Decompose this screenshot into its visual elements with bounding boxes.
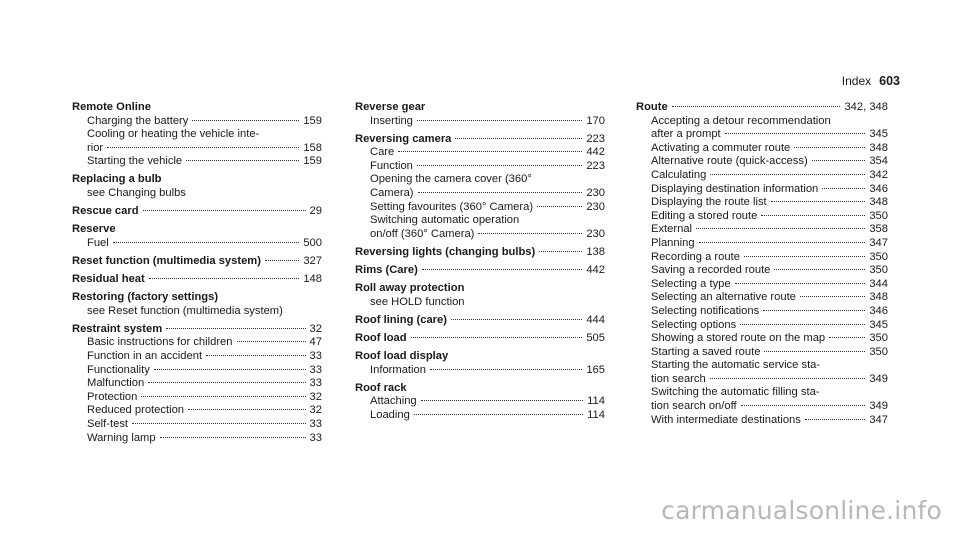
subentry-text-line: Switching the automatic filling sta- <box>651 386 820 399</box>
subentry-text: tion search on/off <box>651 400 737 413</box>
page-reference: 327 <box>303 254 322 267</box>
index-term: Roof lining (care) <box>355 313 447 326</box>
dot-leader <box>771 201 866 202</box>
dot-leader <box>186 160 299 161</box>
dot-leader <box>141 396 305 397</box>
subentry-text: see Changing bulbs <box>87 187 186 200</box>
page-reference: 32 <box>309 390 322 403</box>
page-reference: 500 <box>303 236 322 249</box>
page-reference: 170 <box>586 114 605 127</box>
dot-leader <box>143 210 306 211</box>
index-subentry-line <box>72 187 322 201</box>
index-subentry-line <box>636 196 888 210</box>
subentry-text-line: Cooling or heating the vehicle inte- <box>87 128 260 141</box>
dot-leader <box>725 133 866 134</box>
watermark: carmanualsonline.info <box>661 496 942 525</box>
index-term-line <box>72 223 322 237</box>
page-reference: 347 <box>869 236 888 249</box>
index-subentry-line <box>636 278 888 292</box>
index-term-line <box>72 173 322 187</box>
subentry-text: Activating a commuter route <box>651 141 791 154</box>
index-entry <box>355 382 605 423</box>
index-term-line <box>72 273 322 287</box>
dot-leader <box>430 369 582 370</box>
index-term-line <box>355 314 605 328</box>
subentry-text: see HOLD function <box>370 295 465 308</box>
index-term: Reversing camera <box>355 132 452 145</box>
index-term: Reverse gear <box>355 101 426 113</box>
index-subentry-line <box>636 414 888 428</box>
index-entry <box>72 173 322 200</box>
dot-leader <box>764 351 865 352</box>
subentry-text: Charging the battery <box>87 114 189 127</box>
dot-leader <box>761 215 865 216</box>
page-reference: 165 <box>586 363 605 376</box>
page-reference: 354 <box>869 155 888 168</box>
page-reference: 345 <box>869 318 888 331</box>
index-entry <box>636 101 888 427</box>
index-subentry-line <box>72 336 322 350</box>
index-term-line <box>72 101 322 115</box>
index-term: Restraint system <box>72 322 163 335</box>
header-label: Index <box>841 74 872 88</box>
subentry-text-line: Accepting a detour recommendation <box>651 114 831 127</box>
subentry-text: Selecting notifications <box>651 304 760 317</box>
subentry-text: Setting favourites (360° Camera) <box>370 200 534 213</box>
index-subentry-line <box>72 377 322 391</box>
page-reference: 505 <box>586 331 605 344</box>
index-subentry-line <box>636 373 888 387</box>
subentry-text: rior <box>87 141 104 154</box>
page-reference: 33 <box>309 363 322 376</box>
dot-leader <box>166 328 305 329</box>
page-reference: 33 <box>309 417 322 430</box>
subentry-text: Recording a route <box>651 250 740 263</box>
dot-leader <box>455 138 582 139</box>
subentry-text: Malfunction <box>87 377 145 390</box>
subentry-text: Care <box>370 146 395 159</box>
dot-leader <box>451 319 582 320</box>
page-reference: 223 <box>586 159 605 172</box>
dot-leader <box>237 341 306 342</box>
index-subentry-line <box>72 237 322 251</box>
page-reference: 442 <box>586 146 605 159</box>
page-reference: 350 <box>869 264 888 277</box>
dot-leader <box>411 337 583 338</box>
dot-leader <box>398 151 582 152</box>
index-entry <box>355 350 605 377</box>
dot-leader <box>672 106 841 107</box>
page-reference: 32 <box>309 322 322 335</box>
dot-leader <box>735 283 866 284</box>
dot-leader <box>812 160 866 161</box>
dot-leader <box>414 414 583 415</box>
index-subentry-line <box>636 305 888 319</box>
index-subentry-line <box>72 404 322 418</box>
index-term: Route <box>636 101 668 113</box>
index-term-line <box>355 264 605 278</box>
page-reference: 223 <box>586 132 605 145</box>
index-column-2 <box>355 101 605 422</box>
dot-leader <box>710 174 865 175</box>
index-term: Replacing a bulb <box>72 173 162 186</box>
index-term: Roof rack <box>355 381 407 394</box>
subentry-text: External <box>651 223 693 236</box>
index-subentry-line <box>355 201 605 215</box>
page-reference: 158 <box>303 141 322 154</box>
page-reference: 342, 348 <box>844 101 888 113</box>
page-reference: 345 <box>869 128 888 141</box>
dot-leader <box>417 120 582 121</box>
dot-leader <box>829 337 865 338</box>
index-term: Residual heat <box>72 273 145 286</box>
index-subentry-line <box>72 305 322 319</box>
index-entry <box>355 133 605 242</box>
index-entry <box>72 101 322 169</box>
dot-leader <box>741 405 866 406</box>
subentry-text-line: Starting the automatic service sta- <box>651 359 821 372</box>
dot-leader <box>148 382 305 383</box>
page-reference: 444 <box>586 313 605 326</box>
index-entry <box>72 291 322 318</box>
index-term: Roof load <box>355 331 407 344</box>
page-reference: 33 <box>309 350 322 362</box>
index-subentry-line <box>72 364 322 378</box>
dot-leader <box>740 324 865 325</box>
dot-leader <box>539 251 582 252</box>
index-term: Rims (Care) <box>355 264 418 277</box>
subentry-text-line: Switching automatic operation <box>370 214 520 227</box>
index-entry <box>355 332 605 346</box>
subentry-text: Starting the vehicle <box>87 155 183 168</box>
page-reference: 350 <box>869 332 888 345</box>
index-entry <box>355 101 605 128</box>
index-subentry-line <box>636 223 888 237</box>
index-subentry-line <box>355 409 605 423</box>
index-subentry-line <box>355 160 605 174</box>
index-entry <box>355 282 605 309</box>
page-reference: 348 <box>869 196 888 209</box>
index-term-line <box>72 255 322 269</box>
dot-leader <box>160 437 306 438</box>
subentry-text: Editing a stored route <box>651 209 758 222</box>
index-subentry-line <box>355 146 605 160</box>
index-subentry-line <box>636 264 888 278</box>
index-entry <box>72 223 322 250</box>
index-term: Reserve <box>72 223 116 236</box>
page-reference: 344 <box>869 277 888 290</box>
dot-leader <box>744 256 865 257</box>
dot-leader <box>149 278 300 279</box>
page-reference: 47 <box>309 336 322 349</box>
dot-leader <box>206 355 305 356</box>
page-reference: 350 <box>869 250 888 263</box>
index-entry <box>72 255 322 269</box>
subentry-text: Function <box>370 159 413 172</box>
page-reference: 138 <box>586 245 605 258</box>
subentry-text: With intermediate destinations <box>651 413 801 426</box>
subentry-text-line: Opening the camera cover (360° <box>370 173 532 186</box>
dot-leader <box>113 242 300 243</box>
index-subentry-line <box>636 319 888 333</box>
index-subentry-line <box>636 142 888 156</box>
dot-leader <box>422 269 583 270</box>
page-reference: 349 <box>869 372 888 385</box>
subentry-text: Function in an accident <box>87 350 203 362</box>
index-term-line <box>355 350 605 364</box>
dot-leader <box>478 233 582 234</box>
page-reference: 230 <box>586 227 605 240</box>
dot-leader <box>699 242 866 243</box>
dot-leader <box>763 310 865 311</box>
dot-leader <box>805 419 865 420</box>
index-entry <box>72 323 322 445</box>
dot-leader <box>188 409 306 410</box>
index-entry <box>72 273 322 287</box>
subentry-text: Fuel <box>87 236 109 249</box>
index-subentry-line <box>72 432 322 446</box>
index-term: Roll away protection <box>355 282 465 295</box>
dot-leader <box>154 369 306 370</box>
index-entry <box>355 314 605 328</box>
index-subentry-line <box>355 115 605 129</box>
dot-leader <box>822 188 865 189</box>
index-subentry-line <box>636 251 888 265</box>
dot-leader <box>192 120 299 121</box>
subentry-text: Selecting a type <box>651 277 731 290</box>
subentry-text: Planning <box>651 236 695 249</box>
subentry-text: Self-test <box>87 417 129 430</box>
dot-leader <box>265 260 299 261</box>
subentry-text: Saving a recorded route <box>651 264 771 277</box>
index-term-line <box>355 282 605 296</box>
index-term-line <box>355 332 605 346</box>
page-reference: 346 <box>869 182 888 195</box>
dot-leader <box>417 165 582 166</box>
page-reference: 114 <box>587 408 605 421</box>
subentry-text: Basic instructions for children <box>87 336 233 349</box>
subentry-text: after a prompt <box>651 128 721 141</box>
subentry-text: Protection <box>87 390 138 403</box>
page-reference: 342 <box>869 168 888 181</box>
index-subentry-line <box>72 115 322 129</box>
index-entry <box>355 246 605 260</box>
page-reference: 159 <box>303 155 322 168</box>
index-subentry-line <box>636 237 888 251</box>
index-subentry-line <box>355 187 605 201</box>
page-reference: 346 <box>869 304 888 317</box>
index-term: Remote Online <box>72 101 151 113</box>
page-reference: 29 <box>309 205 322 218</box>
index-subentry-line <box>636 332 888 346</box>
page-reference: 349 <box>869 400 888 413</box>
index-term: Reset function (multimedia system) <box>72 254 261 267</box>
page-reference: 230 <box>586 187 605 200</box>
dot-leader <box>800 296 865 297</box>
index-column-1 <box>72 101 322 445</box>
dot-leader <box>418 192 583 193</box>
index-term-line <box>355 382 605 396</box>
index-term-line <box>355 133 605 147</box>
dot-leader <box>107 147 299 148</box>
subentry-text: Warning lamp <box>87 431 156 444</box>
dot-leader <box>132 423 306 424</box>
dot-leader <box>794 147 865 148</box>
index-term: Reversing lights (changing bulbs) <box>355 245 536 258</box>
index-entry <box>355 264 605 278</box>
index-subentry-line <box>355 228 605 242</box>
subentry-text: Selecting options <box>651 318 737 331</box>
index-term: Restoring (factory settings) <box>72 291 219 304</box>
index-subentry-line <box>72 418 322 432</box>
subentry-text: Camera) <box>370 187 414 200</box>
page-reference: 33 <box>309 431 322 444</box>
subentry-text: Inserting <box>370 114 413 127</box>
index-subentry-line <box>72 155 322 169</box>
index-subentry-line <box>72 391 322 405</box>
index-subentry-line <box>72 142 322 156</box>
index-term-line <box>355 246 605 260</box>
page-reference: 114 <box>587 395 605 408</box>
index-subentry-line <box>355 296 605 310</box>
subentry-text: Functionality <box>87 363 150 376</box>
subentry-text: Reduced protection <box>87 404 185 417</box>
subentry-text: tion search <box>651 372 706 385</box>
page-reference: 350 <box>869 209 888 222</box>
subentry-text: Calculating <box>651 168 707 181</box>
index-subentry-line <box>355 364 605 378</box>
page-reference: 358 <box>869 223 888 236</box>
index-subentry-line <box>636 400 888 414</box>
subentry-text: Selecting an alternative route <box>651 291 796 304</box>
index-subentry-line <box>636 155 888 169</box>
subentry-text: see Reset function (multimedia system) <box>87 304 283 317</box>
subentry-text: Displaying destination information <box>651 182 819 195</box>
subentry-text: on/off (360° Camera) <box>370 227 475 240</box>
dot-leader <box>696 228 865 229</box>
index-subentry-line <box>636 210 888 224</box>
subentry-text: Information <box>370 363 426 376</box>
index-column-3 <box>636 101 888 427</box>
index-subentry-line <box>636 291 888 305</box>
index-term-line <box>72 323 322 337</box>
index-subentry-line <box>636 183 888 197</box>
index-entry <box>72 205 322 219</box>
index-subentry-line <box>636 128 888 142</box>
page-header <box>842 74 900 88</box>
page-reference: 33 <box>309 377 322 390</box>
page-reference: 32 <box>309 404 322 417</box>
dot-leader <box>421 400 584 401</box>
index-term: Rescue card <box>72 205 139 218</box>
index-term-line <box>72 205 322 219</box>
index-term-line <box>636 101 888 115</box>
page-reference: 348 <box>869 141 888 154</box>
index-subentry-line <box>636 169 888 183</box>
index-subentry-line <box>72 350 322 364</box>
index-subentry-line <box>355 395 605 409</box>
subentry-text: Alternative route (quick-access) <box>651 155 808 168</box>
dot-leader <box>774 269 865 270</box>
page-reference: 350 <box>869 345 888 358</box>
index-term-line <box>355 101 605 115</box>
page-reference: 442 <box>586 264 605 277</box>
page-reference: 159 <box>303 114 322 127</box>
page-reference: 148 <box>303 273 322 286</box>
index-term-line <box>72 291 322 305</box>
page-reference: 347 <box>869 413 888 426</box>
subentry-text: Displaying the route list <box>651 196 767 209</box>
page-reference: 230 <box>586 200 605 213</box>
page-reference: 348 <box>869 291 888 304</box>
dot-leader <box>710 378 866 379</box>
index-subentry-line <box>636 346 888 360</box>
subentry-text: Loading <box>370 408 410 421</box>
page-number: 603 <box>879 74 900 88</box>
index-term: Roof load display <box>355 350 449 362</box>
subentry-text: Attaching <box>370 395 417 408</box>
subentry-text: Showing a stored route on the map <box>651 332 826 345</box>
dot-leader <box>537 206 582 207</box>
subentry-text: Starting a saved route <box>651 345 761 358</box>
